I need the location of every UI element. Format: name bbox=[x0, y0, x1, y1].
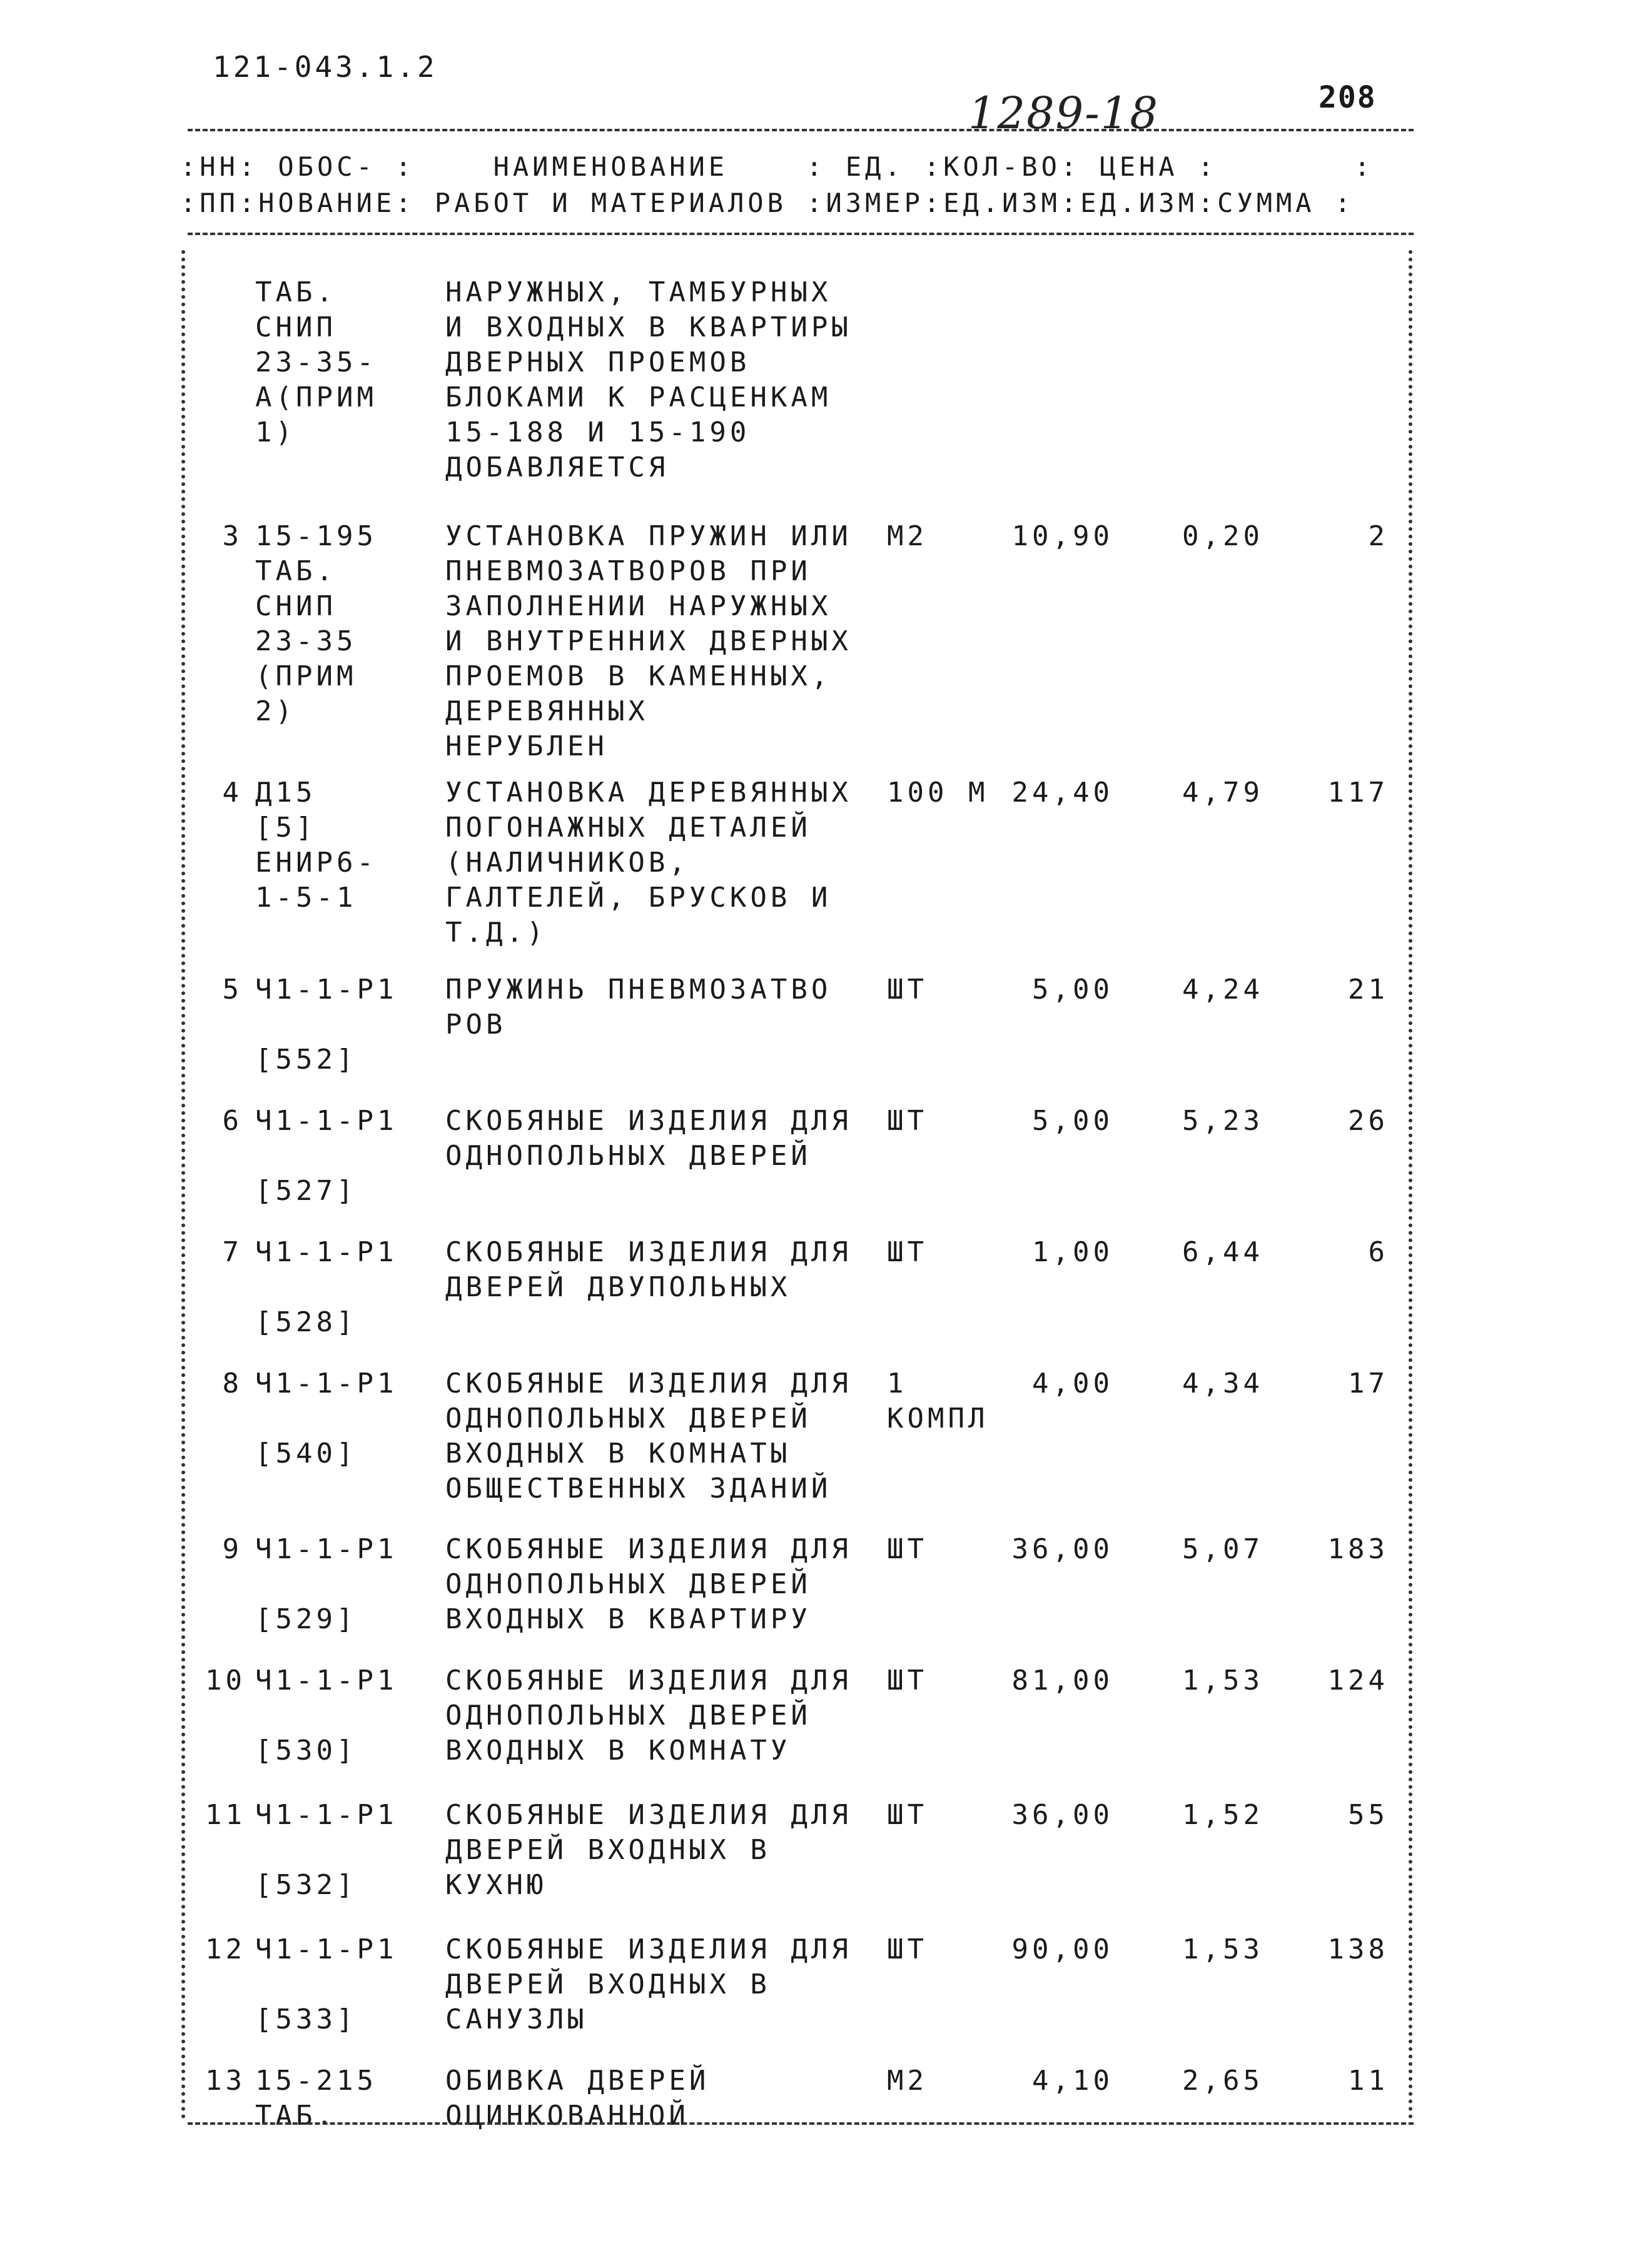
row-number: 7 bbox=[222, 1236, 243, 1268]
justification-code-line: 1) bbox=[255, 416, 296, 448]
unit-price: 0,20 bbox=[1182, 520, 1263, 552]
row-number: 8 bbox=[222, 1368, 243, 1399]
total-sum: 138 bbox=[1327, 1933, 1389, 1965]
justification-code-line bbox=[255, 1967, 397, 2002]
quantity: 10,90 bbox=[1011, 520, 1113, 552]
justification-code-line: [528] bbox=[255, 1306, 357, 1338]
quantity: 90,00 bbox=[1011, 1933, 1113, 1965]
work-name-line: ДОБАВЛЯЕТСЯ bbox=[445, 451, 669, 483]
unit-price: 5,07 bbox=[1182, 1533, 1263, 1565]
work-name-line: ОЦИНКОВАННОЙ bbox=[445, 2100, 689, 2132]
unit-of-measure: ШТ bbox=[887, 1236, 928, 1268]
justification-code bbox=[255, 1798, 397, 1903]
unit-of-measure: М2 bbox=[887, 520, 928, 552]
work-name bbox=[445, 1663, 852, 1768]
justification-code-line: [552] bbox=[255, 1044, 357, 1076]
justification-code-line: ЕНИР6- bbox=[255, 847, 377, 879]
quantity: 81,00 bbox=[1011, 1665, 1113, 1696]
unit-of-measure: ШТ bbox=[887, 1105, 928, 1137]
work-name-line: СКОБЯНЫЕ ИЗДЕЛИЯ ДЛЯ bbox=[445, 1933, 852, 1965]
justification-code-line bbox=[255, 1401, 397, 1436]
unit-price: 5,23 bbox=[1182, 1105, 1263, 1137]
justification-code bbox=[255, 1932, 397, 2037]
unit-price: 1,53 bbox=[1182, 1933, 1263, 1965]
justification-code bbox=[255, 1235, 397, 1340]
handwritten-number: 1289-18 bbox=[968, 88, 1159, 139]
justification-code-line bbox=[255, 1698, 397, 1733]
justification-code bbox=[255, 1366, 397, 1471]
justification-code-line: 23-35- bbox=[255, 346, 377, 378]
justification-code-line: [527] bbox=[255, 1175, 357, 1207]
work-name-line: ОДНОПОЛЬНЫХ ДВЕРЕЙ bbox=[445, 1568, 811, 1600]
unit-price: 1,52 bbox=[1182, 1799, 1263, 1831]
work-name bbox=[445, 519, 852, 764]
unit-of-measure: ШТ bbox=[887, 1933, 928, 1965]
work-name-line: СКОБЯНЫЕ ИЗДЕЛИЯ ДЛЯ bbox=[445, 1533, 852, 1565]
justification-code-line: (ПРИМ bbox=[255, 660, 357, 692]
justification-code-line: ТАБ. bbox=[255, 276, 337, 308]
unit-price: 6,44 bbox=[1182, 1236, 1263, 1268]
total-sum: 6 bbox=[1368, 1236, 1389, 1268]
work-name-line: (НАЛИЧНИКОВ, bbox=[445, 847, 689, 879]
work-name-line: ВХОДНЫХ В КВАРТИРУ bbox=[445, 1603, 811, 1635]
header-line-2: :ПП:НОВАНИЕ: РАБОТ И МАТЕРИАЛОВ :ИЗМЕР:ЕД.ИЗМ:ЕД.ИЗМ:СУММА : bbox=[180, 188, 1355, 218]
justification-code-line: [529] bbox=[255, 1603, 357, 1635]
justification-code-line: ТАБ. bbox=[255, 555, 337, 587]
total-sum: 117 bbox=[1327, 777, 1389, 809]
work-name bbox=[445, 275, 852, 485]
row-number: 5 bbox=[222, 974, 243, 1005]
justification-code-line: Ч1-1-Р1 bbox=[255, 1665, 398, 1696]
justification-code-line: ТАБ. bbox=[255, 2100, 337, 2132]
justification-code bbox=[255, 519, 377, 729]
work-name-line: НАРУЖНЫХ, ТАМБУРНЫХ bbox=[445, 276, 832, 308]
quantity: 4,00 bbox=[1032, 1368, 1113, 1399]
bottom-rule bbox=[188, 2122, 1414, 2125]
work-name-line: И ВНУТРЕННИХ ДВЕРНЫХ bbox=[445, 625, 852, 657]
row-number: 10 bbox=[205, 1665, 246, 1696]
quantity: 36,00 bbox=[1011, 1799, 1113, 1831]
unit-of-measure: ШТ bbox=[887, 1799, 928, 1831]
work-name bbox=[445, 775, 852, 950]
quantity: 36,00 bbox=[1011, 1533, 1113, 1565]
work-name-line: СКОБЯНЫЕ ИЗДЕЛИЯ ДЛЯ bbox=[445, 1799, 852, 1831]
unit-price: 4,79 bbox=[1182, 777, 1263, 809]
justification-code-line: [540] bbox=[255, 1438, 357, 1469]
justification-code-line: Ч1-1-Р1 bbox=[255, 1533, 398, 1565]
unit-of-measure: ШТ bbox=[887, 1665, 928, 1696]
justification-code-line: Ч1-1-Р1 bbox=[255, 1799, 398, 1831]
quantity: 24,40 bbox=[1011, 777, 1113, 809]
work-name-line: ПРОЕМОВ В КАМЕННЫХ, bbox=[445, 660, 832, 692]
work-name-line: УСТАНОВКА ПРУЖИН ИЛИ bbox=[445, 520, 852, 552]
unit-price: 1,53 bbox=[1182, 1665, 1263, 1696]
work-name-line: ГАЛТЕЛЕЙ, БРУСКОВ И bbox=[445, 882, 832, 914]
header-rule bbox=[188, 233, 1414, 235]
unit-of-measure: 100 М bbox=[887, 777, 989, 809]
justification-code-line bbox=[255, 1567, 397, 1602]
header-line-1: :НН: ОБОС- : НАИМЕНОВАНИЕ : ЕД. :КОЛ-ВО: ЦЕНА : : bbox=[180, 151, 1374, 182]
work-name-line: ОДНОПОЛЬНЫХ ДВЕРЕЙ bbox=[445, 1700, 811, 1731]
total-sum: 21 bbox=[1348, 974, 1389, 1005]
work-name-line: ОДНОПОЛЬНЫХ ДВЕРЕЙ bbox=[445, 1403, 811, 1434]
justification-code-line: Ч1-1-Р1 bbox=[255, 1236, 398, 1268]
justification-code-line: А(ПРИМ bbox=[255, 381, 377, 413]
justification-code-line: 15-215 bbox=[255, 2065, 377, 2097]
justification-code bbox=[255, 775, 377, 915]
total-sum: 11 bbox=[1348, 2065, 1389, 2097]
top-rule bbox=[188, 129, 1414, 131]
justification-code-line bbox=[255, 1833, 397, 1868]
total-sum: 183 bbox=[1327, 1533, 1389, 1565]
quantity: 5,00 bbox=[1032, 974, 1113, 1005]
work-name bbox=[445, 1532, 852, 1637]
row-number: 13 bbox=[205, 2065, 246, 2097]
total-sum: 17 bbox=[1348, 1368, 1389, 1399]
work-name-line: Т.Д.) bbox=[445, 917, 547, 949]
work-name-line: ВХОДНЫХ В КОМНАТУ bbox=[445, 1735, 791, 1767]
document-code: 121-043.1.2 bbox=[213, 50, 438, 84]
work-name-line: УСТАНОВКА ДЕРЕВЯННЫХ bbox=[445, 777, 852, 809]
work-name-line: ПНЕВМОЗАТВОРОВ ПРИ bbox=[445, 555, 811, 587]
work-name-line: ДВЕРНЫХ ПРОЕМОВ bbox=[445, 346, 751, 378]
justification-code bbox=[255, 275, 377, 450]
work-name-line: 15-188 И 15-190 bbox=[445, 416, 751, 448]
row-number: 6 bbox=[222, 1105, 243, 1137]
work-name-line: ДВЕРЕЙ ДВУПОЛЬНЫХ bbox=[445, 1271, 791, 1303]
quantity: 1,00 bbox=[1032, 1236, 1113, 1268]
unit-of-measure: 1 КОМПЛ bbox=[887, 1368, 989, 1434]
total-sum: 26 bbox=[1348, 1105, 1389, 1137]
work-name-line: И ВХОДНЫХ В КВАРТИРЫ bbox=[445, 311, 852, 343]
justification-code bbox=[255, 1663, 397, 1768]
unit-of-measure: ШТ bbox=[887, 1533, 928, 1565]
work-name-line: СКОБЯНЫЕ ИЗДЕЛИЯ ДЛЯ bbox=[445, 1368, 852, 1399]
work-name bbox=[445, 1104, 852, 1174]
justification-code bbox=[255, 1532, 397, 1637]
work-name-line: ОБИВКА ДВЕРЕЙ bbox=[445, 2065, 710, 2097]
work-name-line: ОБЩЕСТВЕННЫХ ЗДАНИЙ bbox=[445, 1473, 832, 1504]
work-name bbox=[445, 1235, 852, 1305]
justification-code-line: Ч1-1-Р1 bbox=[255, 974, 398, 1005]
left-border bbox=[181, 250, 185, 2120]
justification-code-line bbox=[255, 1270, 397, 1305]
work-name-line: ДВЕРЕЙ ВХОДНЫХ В bbox=[445, 1968, 771, 2000]
total-sum: 124 bbox=[1327, 1665, 1389, 1696]
row-number: 12 bbox=[205, 1933, 246, 1965]
justification-code-line: 15-195 bbox=[255, 520, 377, 552]
work-name-line: ЗАПОЛНЕНИИ НАРУЖНЫХ bbox=[445, 590, 832, 622]
work-name bbox=[445, 1366, 852, 1506]
work-name bbox=[445, 1932, 852, 2037]
justification-code bbox=[255, 1104, 397, 1209]
work-name-line: ПРУЖИНЬ ПНЕВМОЗАТВО bbox=[445, 974, 832, 1005]
work-name-line: ДЕРЕВЯННЫХ bbox=[445, 695, 649, 727]
justification-code-line: 2) bbox=[255, 695, 296, 727]
row-number: 3 bbox=[222, 520, 243, 552]
justification-code-line: Ч1-1-Р1 bbox=[255, 1368, 398, 1399]
justification-code-line: [532] bbox=[255, 1869, 357, 1901]
row-number: 9 bbox=[222, 1533, 243, 1565]
total-sum: 2 bbox=[1368, 520, 1389, 552]
justification-code-line: Д15 bbox=[255, 777, 316, 809]
work-name-line: ОДНОПОЛЬНЫХ ДВЕРЕЙ bbox=[445, 1140, 811, 1172]
justification-code-line bbox=[255, 1007, 397, 1042]
justification-code-line: СНИП bbox=[255, 590, 337, 622]
work-name-line: СКОБЯНЫЕ ИЗДЕЛИЯ ДЛЯ bbox=[445, 1236, 852, 1268]
unit-of-measure: ШТ bbox=[887, 974, 928, 1005]
justification-code-line: [533] bbox=[255, 2003, 357, 2035]
justification-code-line: [5] bbox=[255, 812, 316, 844]
justification-code bbox=[255, 972, 397, 1077]
work-name-line: БЛОКАМИ К РАСЦЕНКАМ bbox=[445, 381, 832, 413]
unit-price: 2,65 bbox=[1182, 2065, 1263, 2097]
work-name-line: СКОБЯНЫЕ ИЗДЕЛИЯ ДЛЯ bbox=[445, 1105, 852, 1137]
unit-of-measure: М2 bbox=[887, 2065, 928, 2097]
unit-price: 4,24 bbox=[1182, 974, 1263, 1005]
justification-code-line: СНИП bbox=[255, 311, 337, 343]
work-name-line: ДВЕРЕЙ ВХОДНЫХ В bbox=[445, 1834, 771, 1866]
work-name-line: РОВ bbox=[445, 1009, 507, 1041]
work-name bbox=[445, 972, 831, 1042]
row-number: 11 bbox=[205, 1799, 246, 1831]
page-number: 208 bbox=[1319, 80, 1377, 115]
total-sum: 55 bbox=[1348, 1799, 1389, 1831]
row-number: 4 bbox=[222, 777, 243, 809]
work-name-line: ВХОДНЫХ В КОМНАТЫ bbox=[445, 1438, 791, 1469]
work-name-line: ПОГОНАЖНЫХ ДЕТАЛЕЙ bbox=[445, 812, 811, 844]
work-name-line: КУХНЮ bbox=[445, 1869, 547, 1901]
justification-code-line: Ч1-1-Р1 bbox=[255, 1105, 398, 1137]
quantity: 4,10 bbox=[1032, 2065, 1113, 2097]
justification-code-line: 1-5-1 bbox=[255, 882, 357, 914]
work-name-line: НЕРУБЛЕН bbox=[445, 730, 608, 762]
work-name bbox=[445, 1798, 852, 1903]
work-name-line: СКОБЯНЫЕ ИЗДЕЛИЯ ДЛЯ bbox=[445, 1665, 852, 1696]
justification-code-line: 23-35 bbox=[255, 625, 357, 657]
justification-code-line bbox=[255, 1139, 397, 1174]
right-border bbox=[1409, 250, 1412, 2120]
work-name-line: САНУЗЛЫ bbox=[445, 2003, 588, 2035]
justification-code-line: [530] bbox=[255, 1735, 357, 1767]
quantity: 5,00 bbox=[1032, 1105, 1113, 1137]
justification-code-line: Ч1-1-Р1 bbox=[255, 1933, 398, 1965]
unit-price: 4,34 bbox=[1182, 1368, 1263, 1399]
